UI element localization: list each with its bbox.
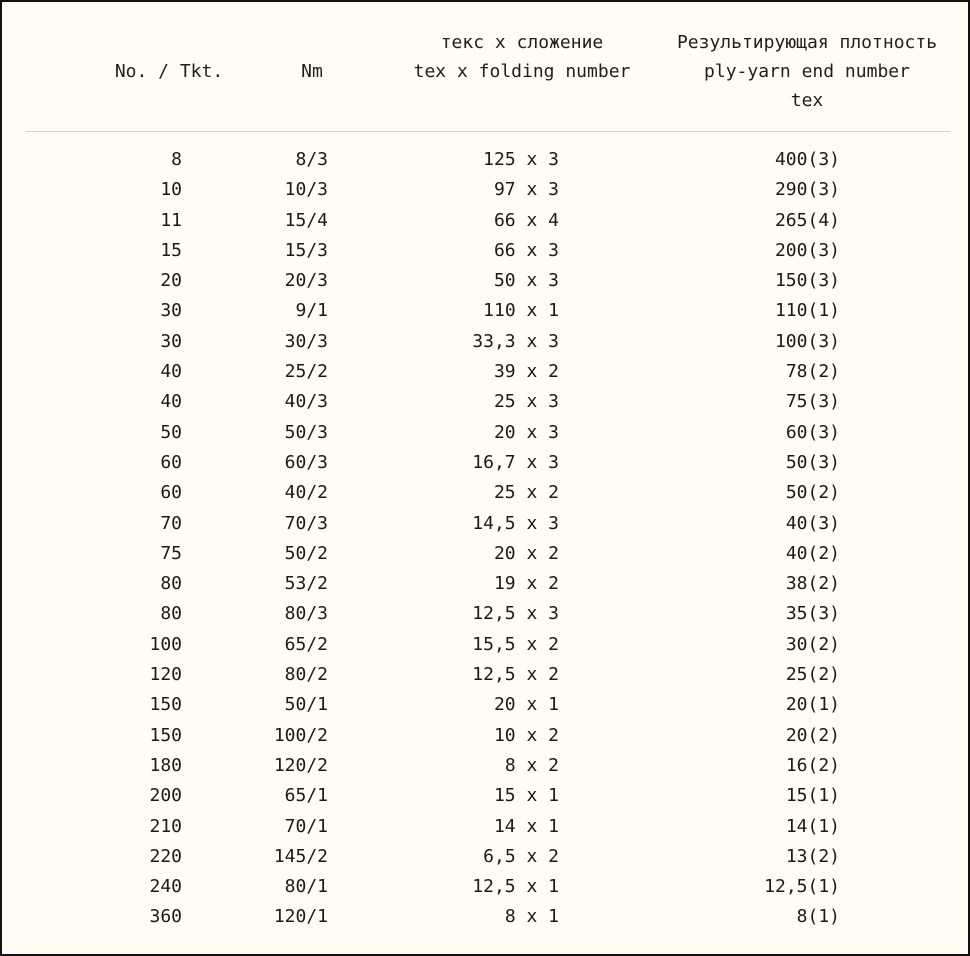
table-row xyxy=(2,327,968,357)
cell-result: 20(2) xyxy=(785,724,840,746)
table-row xyxy=(2,751,968,781)
cell-result: 60(3) xyxy=(785,421,840,443)
header-result-unit: tex xyxy=(790,90,824,111)
cell-nm: 145/2 xyxy=(273,845,328,867)
cell-tex: 15,5 x 2 xyxy=(472,633,559,655)
cell-tkt: 120 xyxy=(149,664,182,686)
cell-tex: 20 x 3 xyxy=(493,421,559,443)
cell-nm: 120/2 xyxy=(273,754,328,776)
cell-tex: 19 x 2 xyxy=(493,573,559,595)
table-row xyxy=(2,630,968,660)
table-row xyxy=(2,781,968,811)
cell-tkt: 30 xyxy=(160,330,182,352)
cell-tkt: 75 xyxy=(160,542,182,564)
cell-nm: 120/1 xyxy=(273,906,328,928)
cell-result: 110(1) xyxy=(774,300,840,322)
cell-nm: 100/2 xyxy=(273,724,328,746)
cell-nm: 80/3 xyxy=(284,603,328,625)
table-row xyxy=(2,175,968,205)
cell-result: 75(3) xyxy=(785,391,840,413)
cell-result: 290(3) xyxy=(774,179,840,201)
table-row xyxy=(2,296,968,326)
header-result-ru: Результирующая плотность xyxy=(676,32,938,53)
table-row xyxy=(2,387,968,417)
header-result-en: ply-yarn end number xyxy=(704,61,910,82)
table-row xyxy=(2,902,968,932)
cell-result: 40(2) xyxy=(785,542,840,564)
cell-tex: 8 x 2 xyxy=(504,754,559,776)
cell-tkt: 8 xyxy=(171,149,182,170)
table-header xyxy=(2,2,968,132)
cell-nm: 70/1 xyxy=(284,815,328,837)
cell-tex: 50 x 3 xyxy=(493,270,559,292)
cell-nm: 65/2 xyxy=(284,633,328,655)
cell-tex: 25 x 2 xyxy=(493,482,559,504)
cell-result: 16(2) xyxy=(785,754,840,776)
cell-result: 400(3) xyxy=(774,149,840,170)
cell-tex: 12,5 x 1 xyxy=(472,876,559,898)
cell-tkt: 10 xyxy=(160,179,182,201)
cell-nm: 80/2 xyxy=(284,664,328,686)
cell-tex: 110 x 1 xyxy=(483,300,559,322)
cell-tkt: 360 xyxy=(149,906,182,928)
cell-nm: 20/3 xyxy=(284,270,328,292)
cell-tex: 33,3 x 3 xyxy=(472,330,559,352)
cell-result: 150(3) xyxy=(774,270,840,292)
cell-tkt: 180 xyxy=(149,754,182,776)
cell-tkt: 80 xyxy=(160,603,182,625)
cell-nm: 9/1 xyxy=(295,300,328,322)
cell-tex: 14 x 1 xyxy=(493,815,559,837)
table-row xyxy=(2,509,968,539)
cell-nm: 40/2 xyxy=(284,482,328,504)
table-row xyxy=(2,660,968,690)
cell-nm: 30/3 xyxy=(284,330,328,352)
cell-result: 78(2) xyxy=(785,361,840,383)
cell-tkt: 240 xyxy=(149,876,182,898)
cell-result: 38(2) xyxy=(785,573,840,595)
table-row xyxy=(2,842,968,872)
cell-nm: 50/3 xyxy=(284,421,328,443)
cell-tkt: 60 xyxy=(160,482,182,504)
cell-tkt: 40 xyxy=(160,391,182,413)
cell-result: 13(2) xyxy=(785,845,840,867)
cell-tex: 10 x 2 xyxy=(493,724,559,746)
cell-result: 50(2) xyxy=(785,482,840,504)
cell-result: 265(4) xyxy=(774,209,840,231)
header-tkt-label: No. / Tkt. xyxy=(114,61,224,82)
cell-nm: 10/3 xyxy=(284,179,328,201)
cell-tex: 14,5 x 3 xyxy=(472,512,559,534)
cell-nm: 65/1 xyxy=(284,785,328,807)
table-row xyxy=(2,206,968,236)
cell-result: 8(1) xyxy=(796,906,840,928)
cell-tex: 8 x 1 xyxy=(504,906,559,928)
cell-nm: 70/3 xyxy=(284,512,328,534)
cell-tex: 6,5 x 2 xyxy=(483,845,559,867)
header-tkt xyxy=(99,57,239,86)
table-row xyxy=(2,690,968,720)
cell-tkt: 50 xyxy=(160,421,182,443)
cell-nm: 53/2 xyxy=(284,573,328,595)
cell-tex: 97 x 3 xyxy=(493,179,559,201)
cell-result: 100(3) xyxy=(774,330,840,352)
cell-tex: 125 x 3 xyxy=(483,149,559,170)
cell-result: 35(3) xyxy=(785,603,840,625)
cell-tkt: 11 xyxy=(160,209,182,231)
cell-nm: 8/3 xyxy=(295,149,328,170)
cell-tex: 66 x 4 xyxy=(493,209,559,231)
cell-tkt: 150 xyxy=(149,694,182,716)
cell-tex: 20 x 2 xyxy=(493,542,559,564)
cell-tex: 20 x 1 xyxy=(493,694,559,716)
header-divider xyxy=(26,131,950,132)
cell-tkt: 80 xyxy=(160,573,182,595)
cell-tkt: 100 xyxy=(149,633,182,655)
table-row xyxy=(2,145,968,175)
cell-tkt: 70 xyxy=(160,512,182,534)
cell-tkt: 30 xyxy=(160,300,182,322)
cell-nm: 15/4 xyxy=(284,209,328,231)
header-tex-ru: текс x сложение xyxy=(440,32,604,53)
cell-tex: 12,5 x 2 xyxy=(472,664,559,686)
cell-nm: 80/1 xyxy=(284,876,328,898)
cell-result: 30(2) xyxy=(785,633,840,655)
cell-nm: 60/3 xyxy=(284,451,328,473)
cell-tkt: 200 xyxy=(149,785,182,807)
header-tex-folding xyxy=(407,28,637,86)
cell-result: 14(1) xyxy=(785,815,840,837)
header-nm-label: Nm xyxy=(301,61,323,82)
cell-result: 50(3) xyxy=(785,451,840,473)
table-row xyxy=(2,357,968,387)
cell-tex: 39 x 2 xyxy=(493,361,559,383)
cell-tkt: 20 xyxy=(160,270,182,292)
cell-tex: 16,7 x 3 xyxy=(472,451,559,473)
table-row xyxy=(2,236,968,266)
cell-result: 25(2) xyxy=(785,664,840,686)
cell-tkt: 15 xyxy=(160,239,182,261)
cell-tex: 12,5 x 3 xyxy=(472,603,559,625)
table-row xyxy=(2,721,968,751)
table-row xyxy=(2,418,968,448)
cell-result: 20(1) xyxy=(785,694,840,716)
cell-result: 15(1) xyxy=(785,785,840,807)
table-row xyxy=(2,569,968,599)
cell-nm: 25/2 xyxy=(284,361,328,383)
header-tex-en: tex x folding number xyxy=(413,61,631,82)
cell-tkt: 150 xyxy=(149,724,182,746)
cell-tkt: 210 xyxy=(149,815,182,837)
cell-nm: 50/2 xyxy=(284,542,328,564)
table-row xyxy=(2,266,968,296)
cell-nm: 50/1 xyxy=(284,694,328,716)
table-row xyxy=(2,539,968,569)
table-row xyxy=(2,448,968,478)
cell-tkt: 220 xyxy=(149,845,182,867)
table-row xyxy=(2,478,968,508)
cell-result: 12,5(1) xyxy=(764,876,840,898)
cell-nm: 40/3 xyxy=(284,391,328,413)
cell-result: 40(3) xyxy=(785,512,840,534)
table-row xyxy=(2,872,968,902)
header-nm xyxy=(262,57,362,86)
cell-tex: 25 x 3 xyxy=(493,391,559,413)
header-result xyxy=(657,28,957,115)
cell-result: 200(3) xyxy=(774,239,840,261)
cell-tex: 66 x 3 xyxy=(493,239,559,261)
table-row xyxy=(2,599,968,629)
cell-tkt: 40 xyxy=(160,361,182,383)
cell-tex: 15 x 1 xyxy=(493,785,559,807)
table-row xyxy=(2,812,968,842)
cell-nm: 15/3 xyxy=(284,239,328,261)
table-body xyxy=(2,145,968,933)
cell-tkt: 60 xyxy=(160,451,182,473)
